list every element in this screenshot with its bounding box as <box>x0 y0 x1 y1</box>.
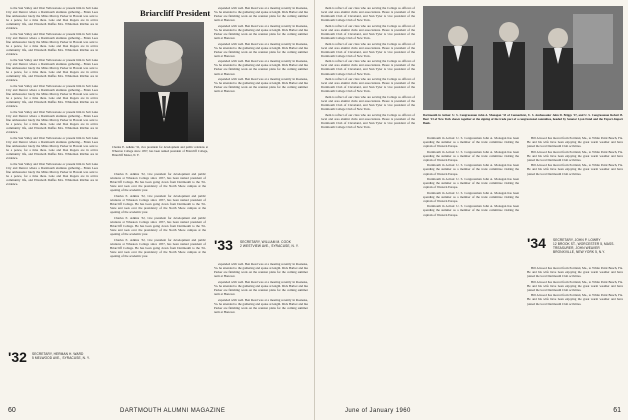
left-column-1 <box>6 6 98 406</box>
left-col3-paragraph: expanded with well. Ben Read was at a meeting recently in Roanoke, Va. he attended to the gathering and spoke at length. Dick Barber and Ike Parker are finishing work on the reunion plans for the coming summer term at Hanover. <box>214 23 308 41</box>
right-column-3 <box>527 136 623 232</box>
right-page <box>314 0 628 420</box>
left-page-number: 60 <box>8 407 16 414</box>
left-col1-paragraph: to the Sun Valley and West Yellowstone or present him in Salt Lake City and Denver where a Dartmouth alumnus gathering... Brian Lees fine ambassador lately the Miles Murray Parker in Hawaii was sent to be a ponce, for a time there. Gale and Don Rogers are in active community life, and Elizabeth Duffus Mrs. Whiteman Ritchie are in evidence. <box>6 109 98 135</box>
group-photo-illustration <box>423 6 623 110</box>
right-col2-paragraph: Dartmouth in Action: U. S. Congressman John A. Monagan has been spending the summer as a member of the trade committee visiting the capitals of Western Europe. <box>423 204 519 217</box>
right-col3b-paragraph: Bill Atwood has moved from Portland, Me., to White Point Beach, Fla. He and his wife have been enjoying the great warm weather and have joined the local Dartmouth Club activities. <box>527 279 623 292</box>
right-page-number: 61 <box>613 407 621 414</box>
class-32-secretary: SECRETARY, HERMAN H. WARD 5 MELWOOD AVE., SYRACUSE, N. Y. <box>32 352 90 360</box>
right-column-2 <box>423 136 519 406</box>
left-col3b-paragraph: expanded with well. Ben Read was at a meeting recently in Roanoke, Va. he attended to the gathering and spoke at length. Dick Barber and Ike Parker are finishing work on the reunion plans for the coming summer term at Hanover. <box>214 279 308 297</box>
left-col2-paragraph: Charles E. Adkins '32, vice president for development and public relations at Wheaton College since 1957, has been named president of Briarcliff College. He has been going down from Dartmouth to the Tri-State and took over the presidency of the North Shore campus at the opening of the academic year. <box>110 237 206 258</box>
left-col1-paragraph: to the Sun Valley and West Yellowstone or present him in Salt Lake City and Denver where a Dartmouth alumnus gathering... Brian Lees fine ambassador lately the Miles Murray Parker in Hawaii was sent to be a ponce, for a time there. Gale and Don Rogers are in active community life, and Elizabeth Duffus Mrs. Whiteman Ritchie are in evidence. <box>6 57 98 83</box>
right-col1-paragraph: them is reflect of our class who are serving the College as officers of local and area alumni clubs and associations. Heere is president of the Dartmouth Club of Cleveland, and Stan Tyler is vice president of the Dartmouth College Club of New York. <box>321 6 415 23</box>
class-34-heading: '34 <box>527 235 546 251</box>
group-photo-caption: Dartmouth in Action: U. S. Congressman John A. Monagan '33 of Connecticut, U. S. Ambassador John D. Briggs '27, and U. S. Congressman Robert B. Beer '23 of New York shown together at the signing of the trade pact of a congressional committee, headed by Senator Lyon Fund and the Export-Import Bank. <box>423 113 623 125</box>
left-col3b-paragraph: expanded with well. Ben Read was at a meeting recently in Roanoke, Va. he attended to the gathering and spoke at length. Dick Barber and Ike Parker are finishing work on the reunion plans for the coming summer term at Hanover. <box>214 297 308 314</box>
group-photo <box>423 6 623 110</box>
left-col1-paragraph: to the Sun Valley and West Yellowstone or present him in Salt Lake City and Denver where a Dartmouth alumnus gathering... Brian Lees fine ambassador lately the Miles Murray Parker in Hawaii was sent to be a ponce, for a time there. Gale and Don Rogers are in active community life, and Elizabeth Duffus Mrs. Whiteman Ritchie are in evidence. <box>6 83 98 109</box>
left-col3-paragraph: expanded with well. Ben Read was at a meeting recently in Roanoke, Va. he attended to the gathering and spoke at length. Dick Barber and Ike Parker are finishing work on the reunion plans for the coming summer term at Hanover. <box>214 59 308 76</box>
right-col3-paragraph: Bill Atwood has moved from Portland, Me., to White Point Beach, Fla. He and his wife have been enjoying the great warm weather and have joined the local Dartmouth Club activities. <box>527 163 623 176</box>
left-col1-paragraph: to the Sun Valley and West Yellowstone or present him in Salt Lake City and Denver where a Dartmouth alumnus gathering... Brian Lees fine ambassador lately the Miles Murray Parker in Hawaii was sent to be a ponce, for a time there. Gale and Don Rogers are in active community life, and Elizabeth Duffus Mrs. Whiteman Ritchie are in evidence. <box>6 31 98 57</box>
right-col1-paragraph: them is reflect of our class who are serving the College as officers of local and area alumni clubs and associations. Heere is president of the Dartmouth Club of Cleveland, and Stan Tyler is vice president of the Dartmouth College Club of New York. <box>321 94 415 112</box>
right-column-1 <box>321 6 415 406</box>
left-col1-paragraph: to the Sun Valley and West Yellowstone or present him in Salt Lake City and Denver where a Dartmouth alumnus gathering... Brian Lees fine ambassador lately the Miles Murray Parker in Hawaii was sent to be a ponce, for a time there. Gale and Don Rogers are in active community life, and Elizabeth Duffus Mrs. Whiteman Ritchie are in evidence. <box>6 161 98 187</box>
class-34-secretary: SECRETARY, JOHN P. LOWRY 12 BROOK ST., WORCESTER 5, MASS. TREASURER, JOHN WEAVER BRONXVILLE, NEW YORK 5, N.Y. <box>553 238 615 254</box>
left-col3b-paragraph: expanded with well. Ben Read was at a meeting recently in Roanoke, Va. he attended to the gathering and spoke at length. Dick Barber and Ike Parker are finishing work on the reunion plans for the coming summer term at Hanover. <box>214 262 308 279</box>
portrait-caption: Charles E. Adkins '32, vice president for development and public relations at Wheaton College since 1957, has been named president of Briarcliff College, Briarcliff Manor, N. Y. <box>112 145 208 157</box>
right-col3-paragraph: Bill Atwood has moved from Portland, Me., to White Point Beach, Fla. He and his wife have been enjoying the great warm weather and have joined the local Dartmouth Club activities. <box>527 136 623 149</box>
left-column-3 <box>214 6 308 236</box>
right-col1-paragraph: them is reflect of our class who are serving the College as officers of local and area alumni clubs and associations. Heere is president of the Dartmouth Club of Cleveland, and Stan Tyler is vice president of the Dartmouth College Club of New York. <box>321 41 415 58</box>
class-33-heading: '33 <box>214 237 233 253</box>
left-col2-paragraph: Charles E. Adkins '32, vice president for development and public relations at Wheaton College since 1957, has been named president of Briarcliff College. He has been going down from Dartmouth to the Tri-State and took over the presidency of the North Shore campus at the opening of the academic year. <box>110 215 206 237</box>
right-col3-paragraph: Bill Atwood has moved from Portland, Me., to White Point Beach, Fla. He and his wife have been enjoying the great warm weather and have joined the local Dartmouth Club activities. <box>527 149 623 162</box>
right-col2-paragraph: Dartmouth in Action: U. S. Congressman John A. Monagan has been spending the summer as a member of the trade committee visiting the capitals of Western Europe. <box>423 163 519 176</box>
left-page-footer: DARTMOUTH ALUMNI MAGAZINE <box>120 408 226 414</box>
right-col1-paragraph: them is reflect of our class who are serving the College as officers of local and area alumni clubs and associations. Heere is president of the Dartmouth Club of Cleveland, and Stan Tyler is vice president of the Dartmouth College Club of New York. <box>321 23 415 41</box>
left-col3-paragraph: expanded with well. Ben Read was at a meeting recently in Roanoke, Va. he attended to the gathering and spoke at length. Dick Barber and Ike Parker are finishing work on the reunion plans for the coming summer term at Hanover. <box>214 6 308 23</box>
right-page-footer: June of January 1960 <box>345 408 411 414</box>
right-column-3b <box>527 266 623 396</box>
left-column-2 <box>110 172 206 322</box>
left-col1-paragraph: to the Sun Valley and West Yellowstone or present him in Salt Lake City and Denver where a Dartmouth alumnus gathering... Brian Lees fine ambassador lately the Miles Murray Parker in Hawaii was sent to be a ponce, for a time there. Gale and Don Rogers are in active community life, and Elizabeth Duffus Mrs. Whiteman Ritchie are in evidence. <box>6 135 98 161</box>
box-title: Briarcliff President <box>140 8 211 18</box>
class-33-secretary: SECRETARY, WILLIAM M. COOK 2 WESTVIEW AVE., SYRACUSE, N. Y. <box>240 240 299 248</box>
right-col3b-paragraph: Bill Atwood has moved from Portland, Me., to White Point Beach, Fla. He and his wife have been enjoying the great warm weather and have joined the local Dartmouth Club activities. <box>527 266 623 279</box>
class-32-heading: '32 <box>8 349 27 365</box>
president-portrait-photo <box>124 22 204 142</box>
left-col3-paragraph: expanded with well. Ben Read was at a meeting recently in Roanoke, Va. he attended to the gathering and spoke at length. Dick Barber and Ike Parker are finishing work on the reunion plans for the coming summer term at Hanover. <box>214 77 308 94</box>
portrait-illustration <box>124 22 204 142</box>
right-col2-paragraph: Dartmouth in Action: U. S. Congressman John A. Monagan has been spending the summer as a member of the trade committee visiting the capitals of Western Europe. <box>423 190 519 203</box>
right-col1-paragraph: them is reflect of our class who are serving the College as officers of local and area alumni clubs and associations. Heere is president of the Dartmouth Club of Cleveland, and Stan Tyler is vice president of the Dartmouth College Club of New York. <box>321 59 415 76</box>
right-col1-paragraph: them is reflect of our class who are serving the College as officers of local and area alumni clubs and associations. Heere is president of the Dartmouth Club of Cleveland, and Stan Tyler is vice president of the Dartmouth College Club of New York. <box>321 112 415 129</box>
right-col1-paragraph: them is reflect of our class who are serving the College as officers of local and area alumni clubs and associations. Heere is president of the Dartmouth Club of Cleveland, and Stan Tyler is vice president of the Dartmouth College Club of New York. <box>321 77 415 94</box>
left-column-3b <box>214 262 308 392</box>
left-col2-paragraph: Charles E. Adkins '32, vice president for development and public relations at Wheaton College since 1957, has been named president of Briarcliff College. He has been going down from Dartmouth to the Tri-State and took over the presidency of the North Shore campus at the opening of the academic year. <box>110 172 206 193</box>
right-col3b-paragraph: Bill Atwood has moved from Portland, Me., to White Point Beach, Fla. He and his wife have been enjoying the great warm weather and have joined the local Dartmouth Club activities. <box>527 293 623 306</box>
left-col3-paragraph: expanded with well. Ben Read was at a meeting recently in Roanoke, Va. he attended to the gathering and spoke at length. Dick Barber and Ike Parker are finishing work on the reunion plans for the coming summer term at Hanover. <box>214 41 308 58</box>
left-col1-paragraph: to the Sun Valley and West Yellowstone or present him in Salt Lake City and Denver where a Dartmouth alumnus gathering... Brian Lees fine ambassador lately the Miles Murray Parker in Hawaii was sent to be a ponce, for a time there. Gale and Don Rogers are in active community life, and Elizabeth Duffus Mrs. Whiteman Ritchie are in evidence. <box>6 6 98 31</box>
left-col2-paragraph: Charles E. Adkins '32, vice president for development and public relations at Wheaton College since 1957, has been named president of Briarcliff College. He has been going down from Dartmouth to the Tri-State and took over the presidency of the North Shore campus at the opening of the academic year. <box>110 193 206 215</box>
right-col2-paragraph: Dartmouth in Action: U. S. Congressman John A. Monagan has been spending the summer as a member of the trade committee visiting the capitals of Western Europe. <box>423 149 519 162</box>
right-col2-paragraph: Dartmouth in Action: U. S. Congressman John A. Monagan has been spending the summer as a member of the trade committee visiting the capitals of Western Europe. <box>423 177 519 190</box>
right-col2-paragraph: Dartmouth in Action: U. S. Congressman John A. Monagan has been spending the summer as a member of the trade committee visiting the capitals of Western Europe. <box>423 136 519 149</box>
